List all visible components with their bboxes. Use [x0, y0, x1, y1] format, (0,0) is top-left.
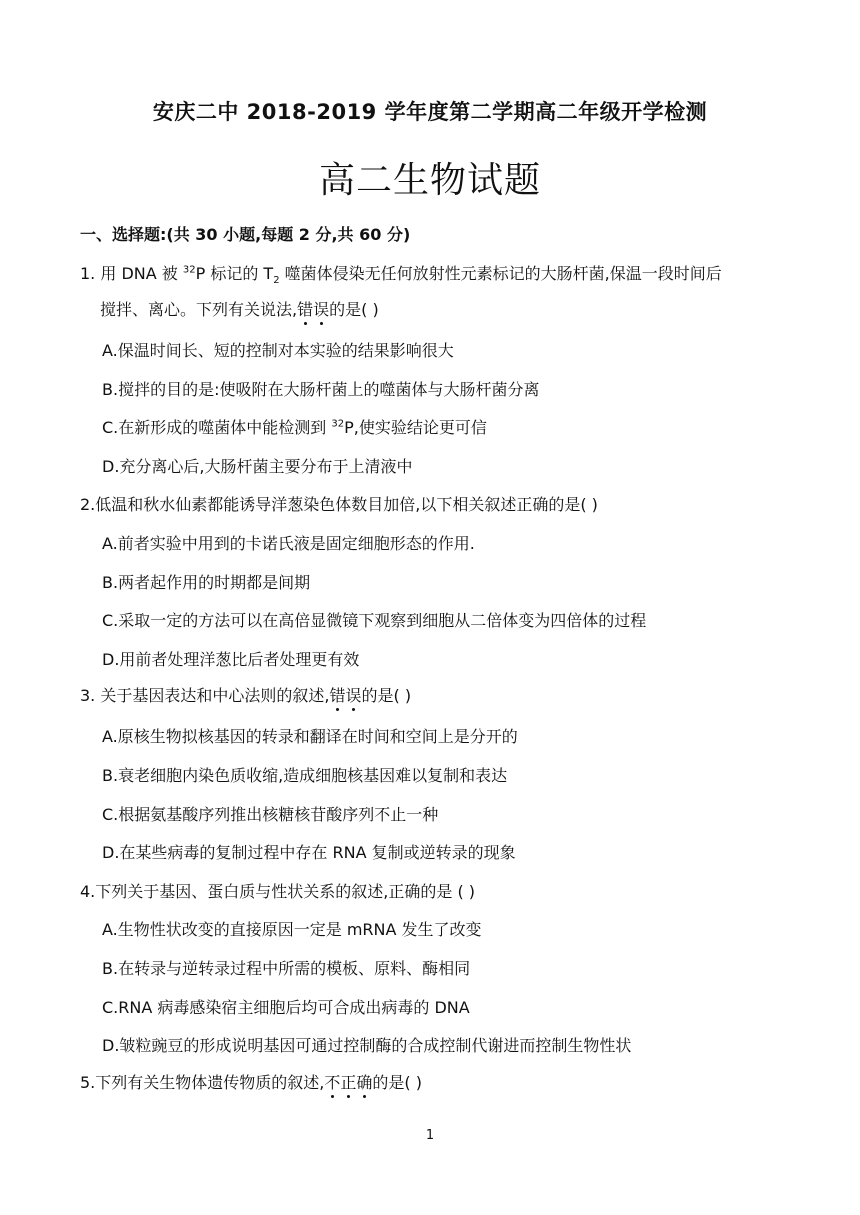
q2-option-b: B.两者起作用的时期都是间期 — [102, 573, 311, 592]
page-number: 1 — [425, 1128, 435, 1143]
q4-option-c: C.RNA 病毒感染宿主细胞后均可合成出病毒的 DNA — [102, 998, 470, 1017]
q3-option-d: D.在某些病毒的复制过程中存在 RNA 复制或逆转录的现象 — [102, 843, 516, 862]
q2-option-c: C.采取一定的方法可以在高倍显微镜下观察到细胞从二倍体变为四倍体的过程 — [102, 611, 647, 630]
q2-option-d: D.用前者处理洋葱比后者处理更有效 — [102, 650, 360, 669]
q4-stem: 4.下列关于基因、蛋白质与性状关系的叙述,正确的是 ( ) — [80, 882, 476, 901]
subject-title: 高二生物试题 — [318, 160, 541, 201]
emphasis-char: 不 — [324, 1070, 340, 1093]
q1-option-d: D.充分离心后,大肠杆菌主要分布于上清液中 — [102, 457, 413, 476]
q5-stem: 5.下列有关生物体遗传物质的叙述,不正确的是( ) — [80, 1070, 422, 1093]
q1-option-b: B.搅拌的目的是:使吸附在大肠杆菌上的噬菌体与大肠杆菌分离 — [102, 380, 540, 399]
section-heading: 一、选择题:(共 30 小题,每题 2 分,共 60 分) — [80, 225, 411, 244]
q4-option-b: B.在转录与逆转录过程中所需的模板、原料、酶相同 — [102, 959, 471, 978]
q2-stem: 2.低温和秋水仙素都能诱导洋葱染色体数目加倍,以下相关叙述正确的是( ) — [80, 495, 598, 514]
q3-option-a: A.原核生物拟核基因的转录和翻译在时间和空间上是分开的 — [102, 727, 518, 746]
q3-option-c: C.根据氨基酸序列推出核糖核苷酸序列不止一种 — [102, 805, 439, 824]
emphasis-char: 误 — [313, 297, 329, 320]
q2-option-a: A.前者实验中用到的卡诺氏液是固定细胞形态的作用. — [102, 534, 475, 553]
emphasis-char: 错 — [297, 297, 313, 320]
q1-option-c: C.在新形成的噬菌体中能检测到 $^{32}$P,使实验结论更可信 — [102, 418, 487, 437]
emphasis-char: 误 — [345, 683, 361, 706]
emphasis-char: 错 — [329, 683, 345, 706]
q4-option-d: D.皱粒豌豆的形成说明基因可通过控制酶的合成控制代谢进而控制生物性状 — [102, 1036, 632, 1055]
q4-option-a: A.生物性状改变的直接原因一定是 mRNA 发生了改变 — [102, 920, 482, 939]
q1-stem-line1: 1. 用 DNA 被 $^{32}$P 标记的 $T_2$ 噬菌体侵染无任何放射性元素标记的大肠杆菌,保温一段时间后 — [80, 264, 722, 287]
q1-option-a: A.保温时间长、短的控制对本实验的结果影响很大 — [102, 341, 454, 360]
q3-stem: 3. 关于基因表达和中心法则的叙述,错误的是( ) — [80, 683, 411, 706]
emphasis-char: 确 — [356, 1070, 372, 1093]
q1-stem-line2: 搅拌、离心。下列有关说法,错误的是( ) — [100, 297, 379, 320]
q3-option-b: B.衰老细胞内染色质收缩,造成细胞核基因难以复制和表达 — [102, 766, 508, 785]
school-exam-title: 安庆二中 2018-2019 学年度第二学期高二年级开学检测 — [152, 100, 708, 124]
emphasis-char: 正 — [340, 1070, 356, 1093]
